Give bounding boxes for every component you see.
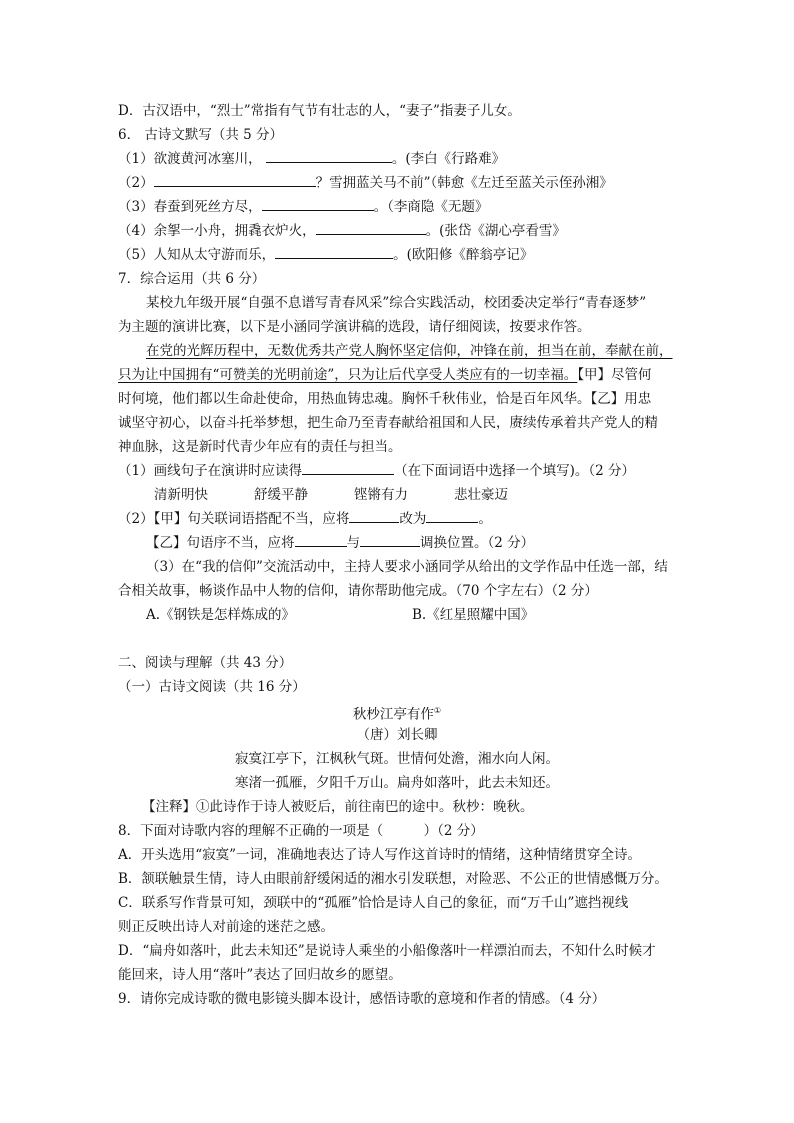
answer-blank[interactable] [295, 532, 347, 547]
sub-2a-text: 。 [478, 511, 492, 527]
q6-item-5-source: 。(欧阳修《醉翁亭记》 [393, 247, 534, 263]
passage-text: 【甲】尽管何 [577, 367, 652, 383]
q7-intro-1: 某校九年级开展“自强不息谱写青春风采”综合实践活动，校团委决定举行“青春逐梦” [146, 295, 647, 311]
q6-item-2-source: ？雪拥蓝关马不前”（韩愈《左迁至蓝关示侄孙湘》 [315, 175, 613, 191]
q7-passage-2 [118, 364, 652, 386]
underlined-sentence: 只为让中国拥有“可赞美的光明前途”，只为让后代享受人类应有的一切幸福。 [118, 367, 578, 383]
q6-item-2 [118, 172, 613, 194]
tone-option: 悲壮豪迈 [454, 487, 508, 503]
q5-option-d: D．古汉语中，“烈士”常指有气节有壮志的人，“妻子”指妻子儿女。 [118, 103, 521, 119]
q8-option-c-cont: 则正反映出诗人对前途的迷茫之感。 [118, 919, 334, 935]
poem-annotation: 【注释】①此诗作于诗人被贬后，前往南巴的途中。秋杪：晚秋。 [142, 799, 534, 815]
q8-option-d-cont: 能回来，诗人用“落叶”表达了回归故乡的愿望。 [118, 967, 402, 983]
q6-item-1-source: 。(李白《行路难》 [391, 151, 506, 167]
q7-tone-options [154, 484, 508, 506]
q6-item-4-text: （4）余挐一小舟，拥毳衣炉火， [118, 223, 316, 239]
q6-item-1-text: （1）欲渡黄河冰塞川， [118, 151, 262, 167]
q8-option-a: A．开头选用“寂寞”一词，准确地表达了诗人写作这首诗时的情绪，这种情绪贯穿全诗。 [118, 847, 642, 863]
tone-option: 铿锵有力 [354, 487, 408, 503]
q7-title: 7．综合运用（共 6 分） [118, 271, 266, 287]
q9-stem: 9．请你完成诗歌的微电影镜头脚本设计，感悟诗歌的意境和作者的情感。（4 分） [118, 991, 606, 1007]
sub-2a-text: 改为 [399, 511, 427, 527]
tone-option: 清新明快 [154, 487, 208, 503]
answer-blank[interactable] [154, 172, 316, 187]
q7-intro-2: 为主题的演讲比赛，以下是小涵同学演讲稿的选段，请仔细阅读，按要求作答。 [118, 319, 591, 335]
q7-passage-4: 诚坚守初心，以奋斗托举梦想，把生命乃至青春献给祖国和人民，赓续传承着共产党人的精 [118, 415, 658, 431]
q6-item-1 [118, 148, 505, 170]
sub-2a-text: （2）【甲】句关联词语搭配不当，应将 [118, 511, 350, 527]
q6-item-4-source: 。(张岱《湖心亭看雪》 [425, 223, 566, 239]
poem-line-2: 寒渚一孤雁，夕阳千万山。扁舟如落叶，此去未知还。 [235, 775, 559, 791]
sub-2b-text: 【乙】句语序不当，应将 [146, 535, 295, 551]
q6-title: 6． 古诗文默写（共 5 分） [118, 127, 284, 143]
sub-2b-text: 与 [346, 535, 360, 551]
q6-item-3-text: （3）春蚕到死丝方尽， [118, 199, 262, 215]
answer-blank[interactable] [360, 532, 420, 547]
sub-1-text: （1）画线句子在演讲时应读得 [118, 463, 303, 479]
sub-1-instructions: （在下面词语中选择一个填写)。（2 分） [394, 463, 635, 479]
book-option-a: A.《钢铁是怎样炼成的》 [146, 607, 296, 623]
answer-blank[interactable] [349, 508, 399, 523]
poem-title [0, 700, 794, 726]
q8-option-d: D．“扁舟如落叶，此去未知还”是说诗人乘坐的小船像落叶一样漂泊而去，不知什么时候才 [118, 943, 656, 959]
answer-blank[interactable] [302, 460, 394, 475]
poem-author: （唐）刘长卿 [356, 727, 438, 743]
q6-item-2-text: （2） [118, 175, 154, 191]
footnote-mark: ① [433, 706, 442, 715]
q7-passage-3: 时何境，他们都以生命赴使命，用热血铸忠魂。胸怀千秋伟业，恰是百年风华。【乙】用忠 [118, 391, 652, 407]
q7-passage-underlined-1: 在党的光辉历程中，无数优秀共产党人胸怀坚定信仰，冲锋在前，担当在前，奉献在前， [146, 343, 673, 359]
tone-option: 舒缓平静 [254, 487, 308, 503]
q8-stem: 8．下面对诗歌内容的理解不正确的一项是（ ）（2 分） [118, 823, 484, 839]
q8-option-b: B．颔联触景生情，诗人由眼前舒缓闲适的湘水引发联想，对险恶、不公正的世情感慨万分。 [118, 871, 668, 887]
q7-book-options [146, 604, 534, 626]
q6-item-3 [118, 196, 488, 218]
q7-passage-5: 神血脉，这是新时代青少年应有的责任与担当。 [118, 439, 402, 455]
answer-blank[interactable] [426, 508, 478, 523]
section-2-title: 二、阅读与理解（共 43 分） [118, 655, 293, 671]
q6-item-4 [118, 220, 566, 242]
q7-sub-3a: （3）在“我的信仰”交流活动中，主持人要求小涵同学从给出的文学作品中任选一部，结 [146, 559, 668, 575]
poem-line-1: 寂寞江亭下，江枫秋气斑。世情何处澹，湘水向人闲。 [235, 751, 559, 767]
q7-sub-1 [118, 460, 635, 482]
q6-item-5 [118, 244, 533, 266]
answer-blank[interactable] [275, 244, 393, 259]
q7-sub-3b: 合相关故事，畅谈作品中人物的信仰，请你帮助他完成。（70 个字左右）（2 分） [118, 583, 598, 599]
answer-blank[interactable] [316, 220, 426, 235]
answer-blank[interactable] [262, 196, 374, 211]
book-option-b: B.《红星照耀中国》 [412, 607, 535, 623]
q7-sub-2a [118, 508, 492, 530]
poem-title-text: 秋杪江亭有作 [352, 706, 434, 723]
q6-item-3-source: 。（李商隐《无题》 [373, 199, 489, 215]
q8-option-c: C．联系写作背景可知，颈联中的“孤雁”恰恰是诗人自己的象征，而“万千山”遮挡视线 [118, 895, 629, 911]
sub-2b-text: 调换位置。（2 分） [420, 535, 535, 551]
q7-sub-2b [146, 532, 534, 554]
q6-item-5-text: （5）人知从太守游而乐， [118, 247, 276, 263]
answer-blank[interactable] [266, 148, 392, 163]
section-2-subtitle: （一）古诗文阅读（共 16 分） [118, 679, 306, 695]
